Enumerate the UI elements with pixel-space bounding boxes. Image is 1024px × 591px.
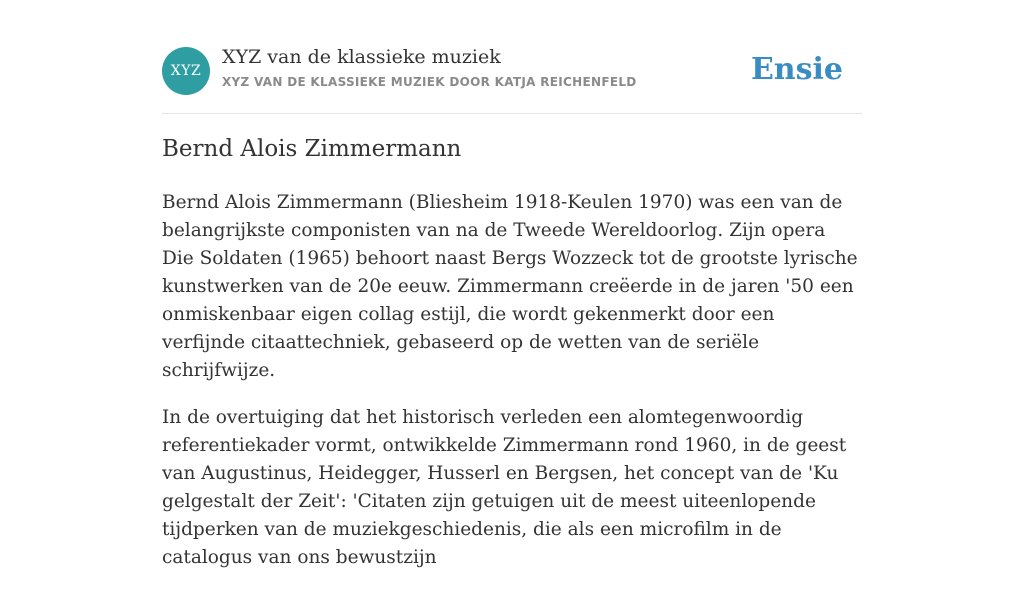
article-paragraph: Bernd Alois Zimmermann (Bliesheim 1918-Keulen 1970) was een van de belangrijkste componisten van na de Tweede Wereldoorlog. Zijn opera Die Soldaten (1965) behoort naast Bergs Wozzeck tot de grootste lyrische kunstwerken van de 20e eeuw. Zimmermann creëerde in de jaren '50 een onmiskenbaar eigen collag estijl, die wordt gekenmerkt door een verfijnde citaattechniek, gebaseerd op de wetten van de seriële schrijfwijze. (162, 192, 858, 381)
article-paragraph: In de overtuiging dat het historisch verleden een alomtegenwoordig referentiekader vormt, ontwikkelde Zimmermann rond 1960, in de geest van Augustinus, Heidegger, Husserl en Bergsen, het concept van de 'Ku gelgestalt der Zeit': 'Citaten zijn getuigen uit de meest uiteenlopende tijdperken van de muziekgeschiedenis, die als een microfilm in de catalogus van ons bewustzijn (162, 407, 847, 568)
content-container (162, 0, 862, 568)
header (162, 0, 862, 114)
site-subtitle[interactable]: XYZ VAN DE KLASSIEKE MUZIEK DOOR KATJA REICHENFELD (222, 75, 637, 89)
article-title: Bernd Alois Zimmermann (162, 136, 462, 162)
article-body (162, 189, 862, 591)
avatar[interactable]: XYZ (162, 47, 210, 95)
site-title[interactable]: XYZ van de klassieke muziek (222, 46, 501, 68)
brand-logo[interactable]: Ensie (750, 52, 843, 87)
